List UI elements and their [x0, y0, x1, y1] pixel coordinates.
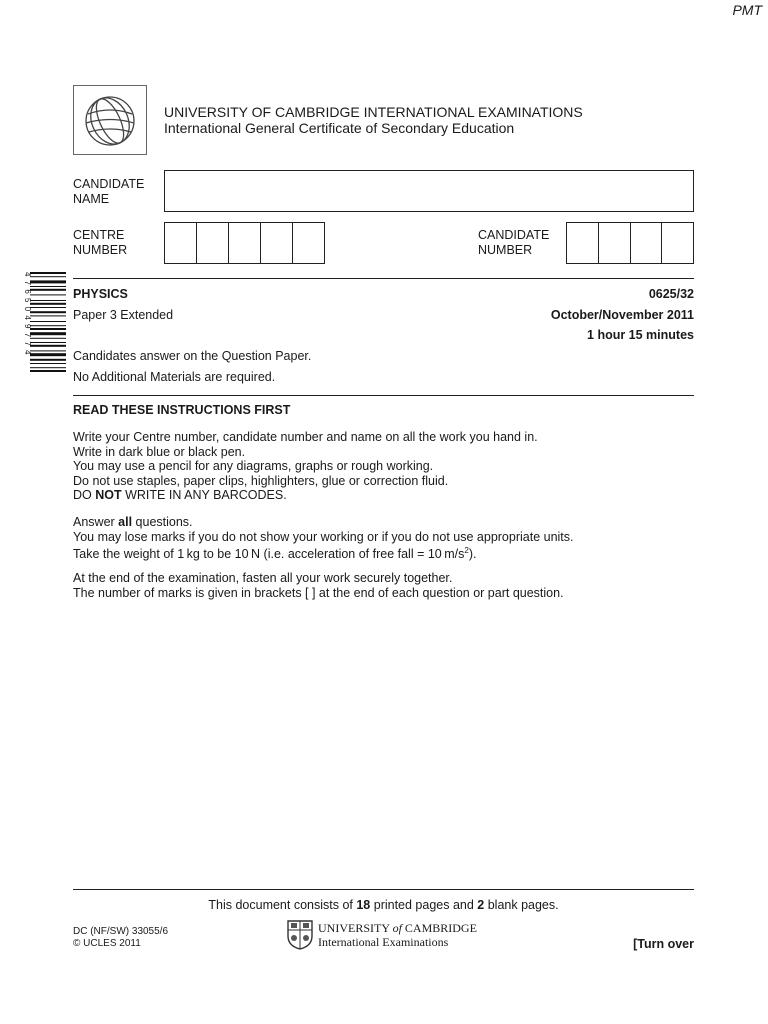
candidate-number-field[interactable] [566, 222, 694, 264]
pmt-tag: PMT [732, 2, 762, 18]
divider-top [73, 278, 694, 279]
barcode-bar [30, 294, 66, 295]
page-count-text: blank pages. [484, 898, 559, 912]
page-count-note [73, 898, 694, 912]
barcode-bar [30, 345, 66, 347]
barcode-bar [30, 303, 66, 305]
barcode-bar [30, 332, 66, 335]
instruction-line [73, 488, 538, 503]
barcode-bar [30, 272, 66, 274]
barcode-digits: 4 7 6 5 0 4 9 7 7 4 [23, 272, 32, 356]
instruction-text: DO [73, 488, 96, 503]
candidate-digit-cell[interactable] [599, 223, 631, 263]
candidate-name-label-line1: CANDIDATE [73, 177, 145, 191]
institution-title: UNIVERSITY OF CAMBRIDGE INTERNATIONAL EXAMINATIONS [164, 104, 583, 120]
barcode-bar [30, 338, 66, 339]
centre-number-label-line1: CENTRE [73, 228, 125, 242]
barcode-bar [30, 307, 66, 308]
candidate-name-field[interactable] [164, 170, 694, 212]
brand-text-of: of [392, 921, 402, 935]
divider-footer [73, 889, 694, 890]
candidate-number-label-line1: CANDIDATE [478, 228, 550, 242]
barcode-bar [30, 280, 66, 283]
exam-session: October/November 2011 [550, 308, 694, 322]
barcode-bar [30, 363, 66, 364]
brand-text: CAMBRIDGE [401, 921, 477, 935]
instruction-line: At the end of the examination, fasten all your work securely together. [73, 571, 453, 585]
centre-digit-cell[interactable] [165, 223, 197, 263]
instruction-line: You may lose marks if you do not show your working or if you do not use appropriate units. [73, 529, 574, 544]
candidate-number-label [478, 228, 549, 258]
instruction-line [73, 515, 574, 530]
instruction-text: Answer [73, 515, 119, 529]
instruction-text: Take the weight of 1 kg to be 10 N (i.e. acceleration of free fall = 10 m/s [73, 547, 465, 562]
centre-number-label [73, 228, 127, 258]
document-reference [73, 926, 168, 950]
materials-note: No Additional Materials are required. [73, 370, 276, 384]
exam-duration: 1 hour 15 minutes [587, 328, 694, 342]
candidate-digit-cell[interactable] [567, 223, 599, 263]
instructions-block-2 [73, 515, 574, 562]
centre-digit-cell[interactable] [229, 223, 261, 263]
instruction-line: Write your Centre number, candidate number and name on all the work you hand in. [73, 430, 538, 444]
instructions-block-1 [73, 430, 538, 503]
instruction-emphasis: all [118, 515, 133, 529]
candidate-name-label-line2: NAME [73, 192, 110, 206]
page-count-printed: 18 [356, 898, 371, 912]
brand-line-1 [318, 921, 477, 935]
divider-instructions [73, 395, 694, 396]
barcode-bar [30, 328, 66, 330]
centre-number-field[interactable] [164, 222, 325, 264]
reference-code: DC (NF/SW) 33055/6 [73, 926, 169, 937]
barcode-bar [30, 367, 66, 368]
answer-note: Candidates answer on the Question Paper. [73, 349, 312, 363]
page-count-text: This document consists of [208, 898, 357, 912]
instruction-text: questions. [132, 515, 193, 529]
barcode-bar [30, 353, 66, 356]
candidate-number-label-line2: NUMBER [478, 243, 533, 257]
instruction-line: You may use a pencil for any diagrams, graphs or rough working. [73, 459, 434, 474]
barcode-bar [30, 276, 66, 277]
barcode-bar [30, 315, 66, 316]
instruction-text: WRITE IN ANY BARCODES. [121, 488, 287, 503]
page-count-blank: 2 [477, 898, 485, 912]
turn-over-label: [Turn over [633, 937, 694, 951]
cambridge-crest-icon [287, 920, 313, 955]
barcode [30, 272, 66, 410]
cambridge-brand [318, 921, 477, 949]
centre-number-label-line2: NUMBER [73, 243, 128, 257]
barcode-bars [30, 272, 66, 410]
barcode-bar [30, 311, 66, 313]
copyright-notice: © UCLES 2011 [73, 938, 141, 949]
instruction-superscript: 2 [464, 546, 469, 556]
barcode-bar [30, 289, 66, 291]
brand-line-2: International Examinations [318, 935, 449, 949]
barcode-bar [30, 325, 66, 326]
subject-title: PHYSICS [73, 287, 128, 301]
instruction-emphasis: NOT [95, 488, 122, 503]
barcode-bar [30, 321, 66, 322]
centre-digit-cell[interactable] [261, 223, 293, 263]
brand-text: UNIVERSITY [318, 921, 393, 935]
instructions-block-3 [73, 571, 564, 600]
instruction-line: The number of marks is given in brackets [ ] at the end of each question or part question. [73, 585, 564, 600]
candidate-digit-cell[interactable] [662, 223, 693, 263]
paper-code: 0625/32 [648, 287, 694, 301]
instruction-line [73, 544, 574, 562]
qualification-subtitle: International General Certificate of Secondary Education [164, 120, 515, 136]
centre-digit-cell[interactable] [197, 223, 229, 263]
globe-icon [81, 92, 139, 150]
candidate-name-label [73, 177, 144, 207]
barcode-bar [30, 350, 66, 351]
instruction-line: Write in dark blue or black pen. [73, 444, 246, 459]
instructions-heading: READ THESE INSTRUCTIONS FIRST [73, 403, 291, 417]
paper-name: Paper 3 Extended [73, 308, 174, 322]
barcode-bar [30, 359, 66, 361]
instruction-line: Do not use staples, paper clips, highlighters, glue or correction fluid. [73, 473, 449, 488]
barcode-bar [30, 286, 66, 287]
barcode-bar [30, 370, 66, 372]
instruction-text: ). [468, 547, 477, 562]
candidate-digit-cell[interactable] [631, 223, 663, 263]
barcode-bar [30, 342, 66, 343]
globe-logo [73, 85, 147, 155]
page-count-text: printed pages and [370, 898, 478, 912]
barcode-bar [30, 300, 66, 301]
centre-digit-cell[interactable] [293, 223, 324, 263]
